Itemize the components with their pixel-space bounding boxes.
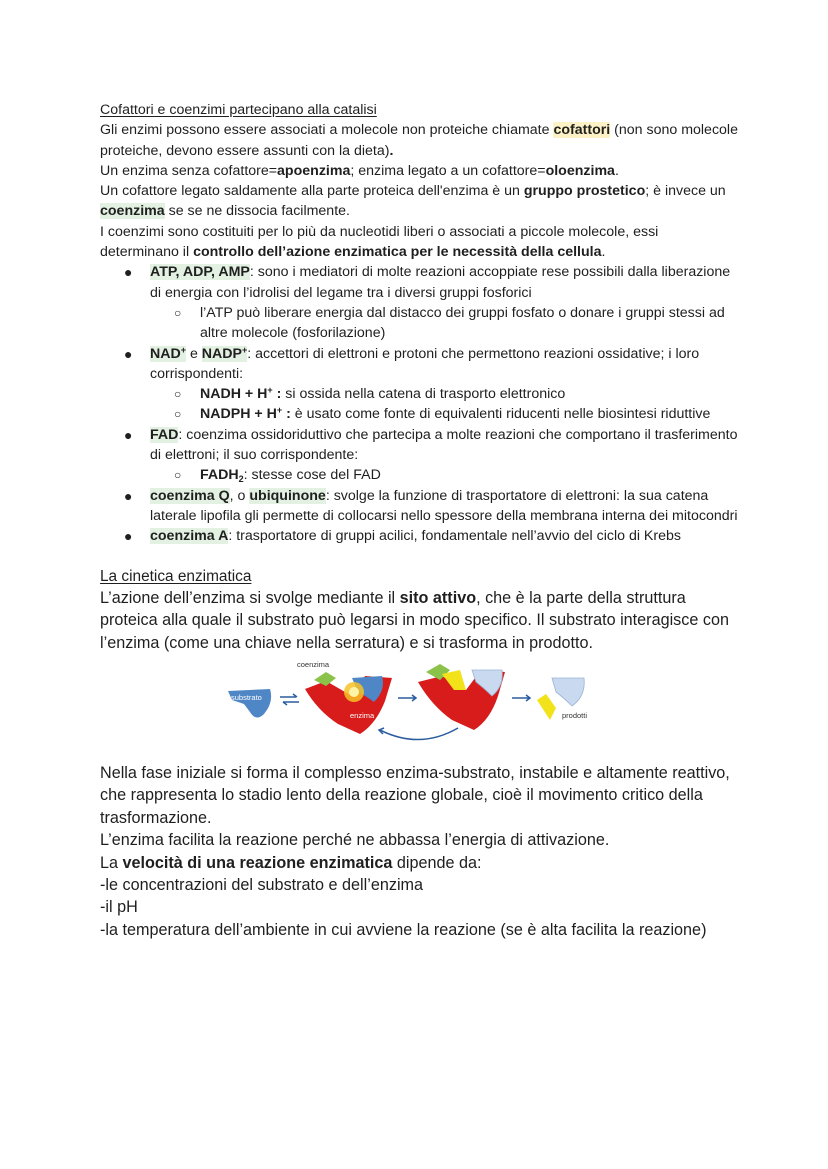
paragraph-fase-iniziale: Nella fase iniziale si forma il complesso enzima-substrato, instabile e altamente reattivo, che rappresenta lo stadio lento della reazione globale, cioè il movimento critico della trasformazione. xyxy=(100,764,730,827)
label-substrato: substrato xyxy=(231,693,262,703)
sublist-item-nadph: ○ NADPH + H+ : è usato come fonte di equivalenti riducenti nelle biosintesi riduttive xyxy=(100,404,740,424)
sublist-item-nadh: ○ NADH + H+ : si ossida nella catena di trasporto elettronico xyxy=(100,384,740,404)
list-item-coenzima-q: ● coenzima Q, o ubiquinone: svolge la funzione di trasportatore di elettroni: la sua catena laterale lipofila gli permette di collocarsi nello spessore della membrana interna dei mitocondri xyxy=(124,487,738,524)
hollow-bullet-icon: ○ xyxy=(174,407,182,422)
sublist-item-atp: ○ l’ATP può liberare energia dal distacco dei gruppi fosfato o donare i gruppi stessi ad altre molecole (fosforilazione) xyxy=(174,304,725,342)
section-cofattori xyxy=(100,100,740,547)
term-oloenzima: oloenzima xyxy=(545,162,615,179)
term-coenzima: coenzima xyxy=(100,203,165,220)
hollow-bullet-icon: ○ xyxy=(174,468,182,483)
term-velocita: velocità di una reazione enzimatica xyxy=(122,853,393,872)
product-shape-yellow xyxy=(537,694,556,720)
product-shape-blue xyxy=(552,678,584,706)
reaction-flash-core xyxy=(349,687,359,697)
factor-temperatura: -la temperatura dell’ambiente in cui avviene la reazione (se è alta facilita la reazione) xyxy=(100,920,707,939)
arrow-icon xyxy=(398,695,416,701)
label-coenzima: coenzima xyxy=(297,660,330,670)
sublist-item-fadh2: ○ $FADH_2$: stesse cose del FAD xyxy=(174,467,381,485)
bullet-icon: ● xyxy=(124,426,133,443)
paragraph-coenzimi: I coenzimi sono costituiti per lo più da nucleotidi liberi o associati a piccole molecole, essi determinano il controllo dell’azione enzimatica per le necessità della cellula. xyxy=(100,223,659,261)
bullet-icon: ● xyxy=(124,528,133,545)
enzyme-reaction-diagram xyxy=(100,656,740,756)
list-item-fad: ● FAD: coenzima ossidoriduttivo che partecipa a molte reazioni che comportano il trasferimento di elettroni; il suo corrispondente: xyxy=(124,426,738,464)
equilibrium-arrow-icon xyxy=(280,694,299,705)
heading-cinetica: La cinetica enzimatica xyxy=(100,567,252,585)
section-cinetica xyxy=(100,567,740,942)
factor-concentrazioni: -le concentrazioni del substrato e dell’enzima xyxy=(100,876,424,895)
recycle-arrow-icon xyxy=(380,728,458,740)
label-enzima: enzima xyxy=(350,711,375,721)
paragraph-apoenzima: Un enzima senza cofattore=apoenzima; enzima legato a un cofattore=oloenzima. xyxy=(100,162,619,179)
arrow-icon-2 xyxy=(512,695,530,701)
paragraph-energia-attivazione: L’enzima facilita la reazione perché ne abbassa l’energia di attivazione. xyxy=(100,831,610,850)
paragraph-velocita: La velocità di una reazione enzimatica dipende da: xyxy=(100,853,482,872)
hollow-bullet-icon: ○ xyxy=(174,387,182,402)
term-controllo: controllo dell’azione enzimatica per le necessità della cellula xyxy=(193,244,602,261)
coenzyme-list xyxy=(100,262,740,546)
enzyme-diagram-svg xyxy=(100,656,740,756)
term-gruppo-prostetico: gruppo prostetico xyxy=(523,183,646,200)
factor-ph: -il pH xyxy=(100,898,138,917)
list-item-atp: ● ATP, ADP, AMP: sono i mediatori di molte reazioni accoppiate rese possibili dalla liberazione di energia con l’idrolisi del legame tra i diversi gruppi fosforici xyxy=(124,264,731,301)
coenzyme-shape-1 xyxy=(314,672,336,686)
label-prodotti: prodotti xyxy=(562,711,588,721)
paragraph-sito-attivo: L’azione dell’enzima si svolge mediante il sito attivo, che è la parte della struttura proteica alla quale il substrato può legarsi in modo specifico. Il substrato interagisce con l’enzima (come una chiave nella serratura) e si trasforma in prodotto. xyxy=(100,588,729,652)
term-sito-attivo: sito attivo xyxy=(399,588,477,607)
paragraph-gruppo-prostetico: Un cofattore legato saldamente alla parte proteica dell'enzima è un gruppo prostetico; è invece un coenzima se se ne dissocia facilmente. xyxy=(100,183,726,220)
hollow-bullet-icon: ○ xyxy=(174,305,182,320)
bullet-icon: ● xyxy=(124,487,133,504)
bullet-icon: ● xyxy=(124,345,133,362)
term-cofattori: cofattori xyxy=(553,122,611,139)
bullet-icon: ● xyxy=(124,264,133,281)
document-page xyxy=(100,100,740,941)
heading-cofattori: Cofattori e coenzimi partecipano alla catalisi xyxy=(100,102,377,118)
list-item-nad: ● NAD+ e NADP+: accettori di elettroni e protoni che permettono reazioni ossidative; i loro corrispondenti: xyxy=(124,344,700,382)
list-item-coenzima-a: ● coenzima A: trasportatore di gruppi acilici, fondamentale nell’avvio del ciclo di Krebs xyxy=(100,526,740,546)
paragraph-cofattori: Gli enzimi possono essere associati a molecole non proteiche chiamate cofattori (non sono molecole proteiche, devono essere assunti con la dieta). xyxy=(100,122,738,159)
term-apoenzima: apoenzima xyxy=(277,162,351,179)
